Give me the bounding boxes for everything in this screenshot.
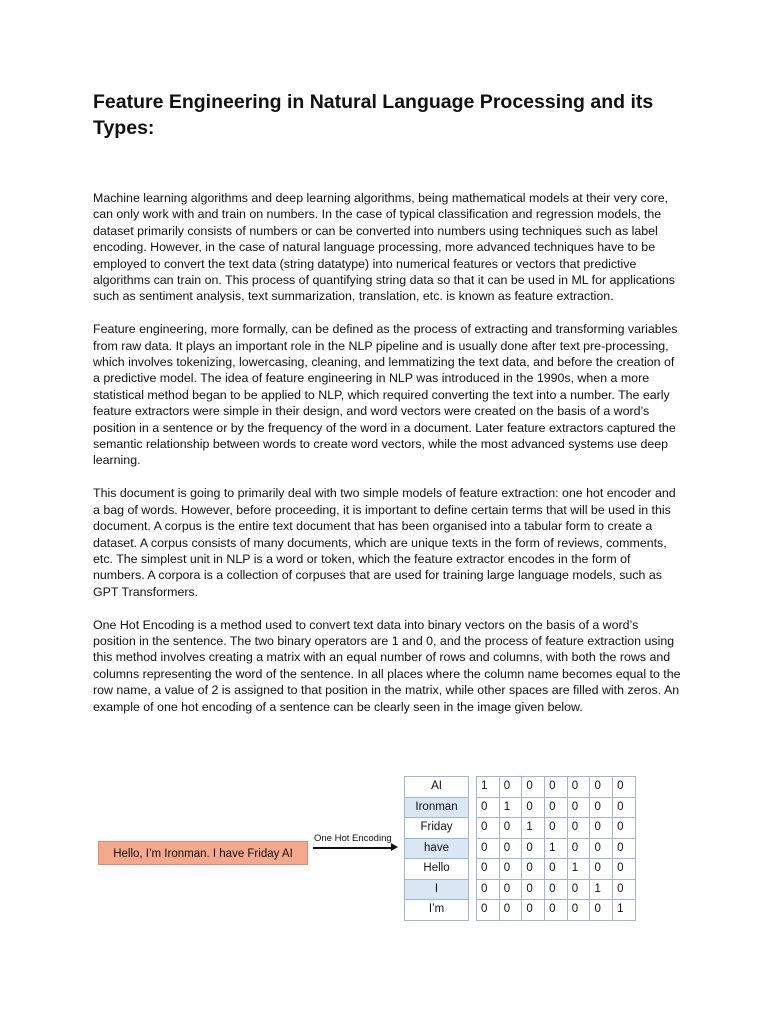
matrix-cell: 0 bbox=[545, 797, 568, 818]
matrix-cell: 0 bbox=[499, 879, 522, 900]
arrow-label: One Hot Encoding bbox=[314, 833, 392, 844]
arrow-line bbox=[313, 847, 395, 849]
matrix-cell: 0 bbox=[613, 879, 636, 900]
matrix-row bbox=[477, 879, 636, 900]
matrix-cell: 0 bbox=[477, 797, 500, 818]
matrix-cell: 0 bbox=[477, 838, 500, 859]
matrix-cell: 0 bbox=[567, 879, 590, 900]
paragraph-one-hot-encoding: One Hot Encoding is a method used to convert text data into binary vectors on the basis of a word’s position in the sentence. The two binary operators are 1 and 0, and the process of feature extraction using this method involves creating a matrix with an equal number of rows and columns, with both the rows and columns representing the word of the sentence. In all places where the column name becomes equal to the row name, a value of 2 is assigned to that position in the matrix, while other spaces are filled with zeros. An example of one hot encoding of a sentence can be clearly seen in the image given below. bbox=[93, 617, 681, 714]
matrix-cell: 1 bbox=[522, 818, 545, 839]
matrix-cell: 0 bbox=[545, 818, 568, 839]
matrix-cell: 0 bbox=[567, 900, 590, 921]
row-label: Friday bbox=[405, 818, 468, 839]
one-hot-encoding-figure bbox=[0, 770, 768, 930]
matrix-cell: 1 bbox=[567, 859, 590, 880]
paragraph-intro: Machine learning algorithms and deep learning algorithms, being mathematical models at their very core, can only work with and train on numbers. In the case of typical classification and regression models, the dataset primarily consists of numbers or can be converted into numbers using techniques such as label encoding. However, in the case of natural language processing, more advanced techniques have to be employed to convert the text data (string datatype) into numerical features or vectors that predictive algorithms can train on. This process of quantifying string data so that it can be used in ML for applications such as sentiment analysis, text summarization, translation, etc. is known as feature extraction. bbox=[93, 191, 675, 304]
matrix-cell: 0 bbox=[590, 859, 613, 880]
matrix-cell: 0 bbox=[613, 797, 636, 818]
matrix-cell: 0 bbox=[567, 818, 590, 839]
matrix-cell: 1 bbox=[613, 900, 636, 921]
matrix-cell: 0 bbox=[613, 838, 636, 859]
matrix-cell: 0 bbox=[499, 859, 522, 880]
matrix-cell: 0 bbox=[499, 818, 522, 839]
matrix-row bbox=[477, 900, 636, 921]
matrix-row bbox=[477, 777, 636, 798]
matrix-row bbox=[477, 859, 636, 880]
matrix-cell: 0 bbox=[545, 879, 568, 900]
matrix-cell: 0 bbox=[613, 818, 636, 839]
matrix-cell: 0 bbox=[590, 818, 613, 839]
matrix-cell: 0 bbox=[522, 859, 545, 880]
paragraph-document-scope: This document is going to primarily deal with two simple models of feature extraction: one hot encoder and a bag of words. However, before proceeding, it is important to define certain terms that will be used in this document. A corpus is the entire text document that has been organised into a tabular form to create a dataset. A corpus consists of many documents, which are unique texts in the form of reviews, comments, etc. The simplest unit in NLP is a word or token, which the feature extractor encodes in the form of numbers. A corpora is a collection of corpuses that are used for training large language models, such as GPT Transformers. bbox=[93, 486, 676, 599]
row-label: Hello bbox=[405, 859, 468, 880]
matrix-cell: 0 bbox=[613, 777, 636, 798]
matrix-cell: 0 bbox=[522, 838, 545, 859]
matrix-cell: 0 bbox=[545, 900, 568, 921]
matrix-row bbox=[477, 797, 636, 818]
row-label: have bbox=[405, 839, 468, 860]
matrix-cell: 0 bbox=[545, 777, 568, 798]
one-hot-matrix bbox=[476, 776, 636, 921]
matrix-cell: 0 bbox=[567, 797, 590, 818]
row-label: Ironman bbox=[405, 798, 468, 819]
matrix-cell: 0 bbox=[567, 838, 590, 859]
input-sentence-box: Hello, I’m Ironman. I have Friday AI bbox=[98, 841, 308, 865]
matrix-cell: 1 bbox=[499, 797, 522, 818]
matrix-cell: 0 bbox=[499, 900, 522, 921]
row-label-column bbox=[404, 776, 469, 921]
matrix-cell: 0 bbox=[590, 900, 613, 921]
matrix-cell: 0 bbox=[477, 859, 500, 880]
page-title: Feature Engineering in Natural Language Processing and its Types: bbox=[93, 91, 654, 139]
matrix-cell: 0 bbox=[545, 859, 568, 880]
row-label: AI bbox=[405, 777, 468, 798]
matrix-cell: 0 bbox=[590, 797, 613, 818]
matrix-cell: 0 bbox=[499, 838, 522, 859]
matrix-cell: 0 bbox=[477, 818, 500, 839]
matrix-cell: 0 bbox=[590, 777, 613, 798]
matrix-cell: 0 bbox=[522, 900, 545, 921]
matrix-cell: 1 bbox=[545, 838, 568, 859]
matrix-cell: 0 bbox=[477, 900, 500, 921]
paragraph-feature-engineering: Feature engineering, more formally, can be defined as the process of extracting and transforming variables from raw data. It plays an important role in the NLP pipeline and is usually done after text pre-processing, which involves tokenizing, lowercasing, cleaning, and lemmatizing the text data, and before the creation of a predictive model. The idea of feature engineering in NLP was introduced in the 1990s, when a more statistical method began to be applied to NLP, which required converting the text into a number. The early feature extractors were simple in their design, and word vectors were created on the basis of a word’s position in a sentence or by the frequency of the word in a document. Later feature extractors captured the semantic relationship between words to create word vectors, while the most advanced systems use deep learning. bbox=[93, 322, 678, 468]
matrix-cell: 0 bbox=[590, 838, 613, 859]
matrix-row bbox=[477, 838, 636, 859]
matrix-cell: 0 bbox=[522, 777, 545, 798]
matrix-cell: 0 bbox=[499, 777, 522, 798]
matrix-cell: 0 bbox=[522, 879, 545, 900]
document-body bbox=[93, 190, 683, 731]
arrow-head-icon bbox=[391, 843, 398, 851]
matrix-cell: 0 bbox=[567, 777, 590, 798]
matrix-cell: 1 bbox=[477, 777, 500, 798]
matrix-cell: 0 bbox=[522, 797, 545, 818]
matrix-cell: 0 bbox=[477, 879, 500, 900]
row-label: I’m bbox=[405, 900, 468, 921]
matrix-cell: 0 bbox=[613, 859, 636, 880]
matrix-cell: 1 bbox=[590, 879, 613, 900]
matrix-row bbox=[477, 818, 636, 839]
row-label: I bbox=[405, 880, 468, 901]
